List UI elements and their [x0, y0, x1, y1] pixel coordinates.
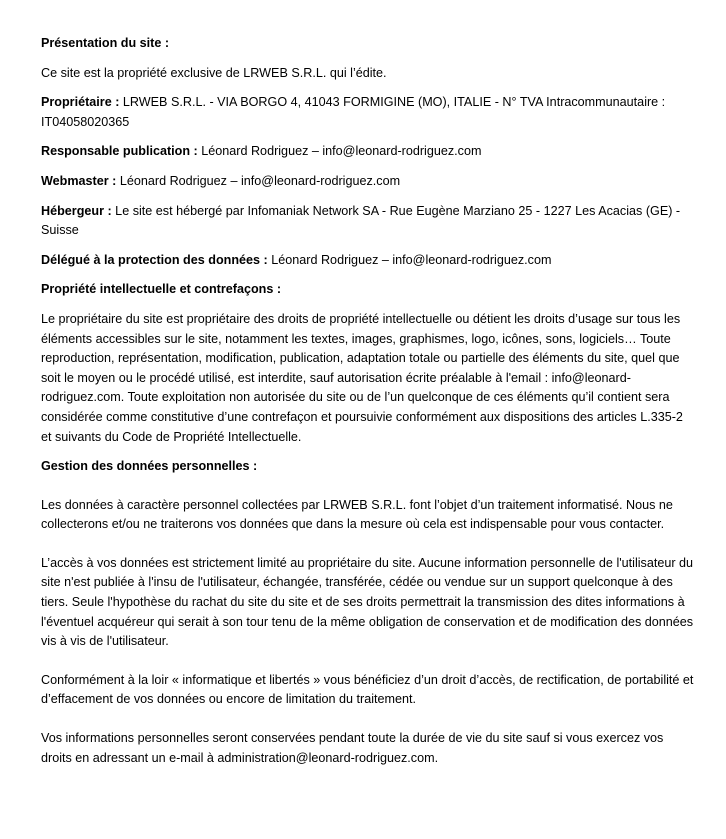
- dpo-value: Léonard Rodriguez – info@leonard-rodriguez.com: [267, 252, 552, 267]
- publication-line: [41, 142, 696, 162]
- publication-label: Responsable publication :: [41, 144, 198, 159]
- gdpr-paragraph-collection: Les données à caractère personnel collectées par LRWEB S.R.L. font l’objet d’un traitement informatisé. Nous ne collecterons et/ou ne traiterons vos données que dans la mesure où cela est indispensable pour vous contacter.: [41, 497, 673, 532]
- gdpr-paragraph-rights: Conformément à la loir « informatique et libertés » vous bénéficiez d’un droit d’accès, de rectification, de portabilité et d’effacement de vos données ou encore de limitation du traitement.: [41, 672, 694, 707]
- host-label: Hébergeur :: [41, 203, 112, 218]
- gdpr-heading: Gestion des données personnelles :: [41, 459, 258, 474]
- webmaster-line: [41, 172, 696, 192]
- gdpr-paragraph-access: L’accès à vos données est strictement limité au propriétaire du site. Aucune information personnelle de l'utilisateur du site n'est publiée à l'insu de l'utilisateur, échangée, transférée, cédée ou vendue sur un support quelconque à des tiers. Seule l'hypothèse du rachat du site du site et de ses droits permettrait la transmission des dites informations à l'éventuel acquéreur qui serait à son tour tenu de la même obligation de conservation et de modification des données vis à vis de l'utilisateur.: [41, 555, 694, 649]
- owner-value: LRWEB S.R.L. - VIA BORGO 4, 41043 FORMIGINE (MO), ITALIE - N° TVA Intracommunautaire : IT04058020365: [41, 95, 666, 129]
- owner-line: [41, 93, 696, 132]
- dpo-line: [41, 251, 696, 271]
- host-line: [41, 202, 696, 241]
- presentation-intro: Ce site est la propriété exclusive de LRWEB S.R.L. qui l’édite.: [41, 65, 387, 80]
- webmaster-label: Webmaster :: [41, 173, 117, 188]
- owner-label: Propriétaire :: [41, 95, 120, 110]
- dpo-label: Délégué à la protection des données :: [41, 252, 268, 267]
- ip-heading: Propriété intellectuelle et contrefaçons :: [41, 282, 282, 297]
- publication-value: Léonard Rodriguez – info@leonard-rodriguez.com: [197, 144, 482, 159]
- webmaster-value: Léonard Rodriguez – info@leonard-rodriguez.com: [116, 173, 401, 188]
- presentation-heading: Présentation du site :: [41, 36, 170, 50]
- gdpr-paragraph-retention: Vos informations personnelles seront conservées pendant toute la durée de vie du site sauf si vous exercez vos droits en adressant un e-mail à administration@leonard-rodriguez.com.: [41, 731, 664, 765]
- ip-body: Le propriétaire du site est propriétaire des droits de propriété intellectuelle ou détient les droits d’usage sur tous les éléments accessibles sur le site, notamment les textes, images, graphismes, logo, icônes, sons, logiciels… Toute reproduction, représentation, modification, publication, adaptation totale ou partielle des éléments du site, quel que soit le moyen ou le procédé utilisé, est interdite, sauf autorisation écrite préalable à l'email : info@leonard-rodriguez.com. Toute exploitation non autorisée du site ou de l’un quelconque de ces éléments qu’il contient sera considérée comme constitutive d’une contrefaçon et poursuivie conformément aux dispositions des articles L.335-2 et suivants du Code de Propriété Intellectuelle.: [41, 311, 683, 444]
- host-value: Le site est hébergé par Infomaniak Network SA - Rue Eugène Marziano 25 - 1227 Les Acacias (GE) - Suisse: [41, 203, 681, 238]
